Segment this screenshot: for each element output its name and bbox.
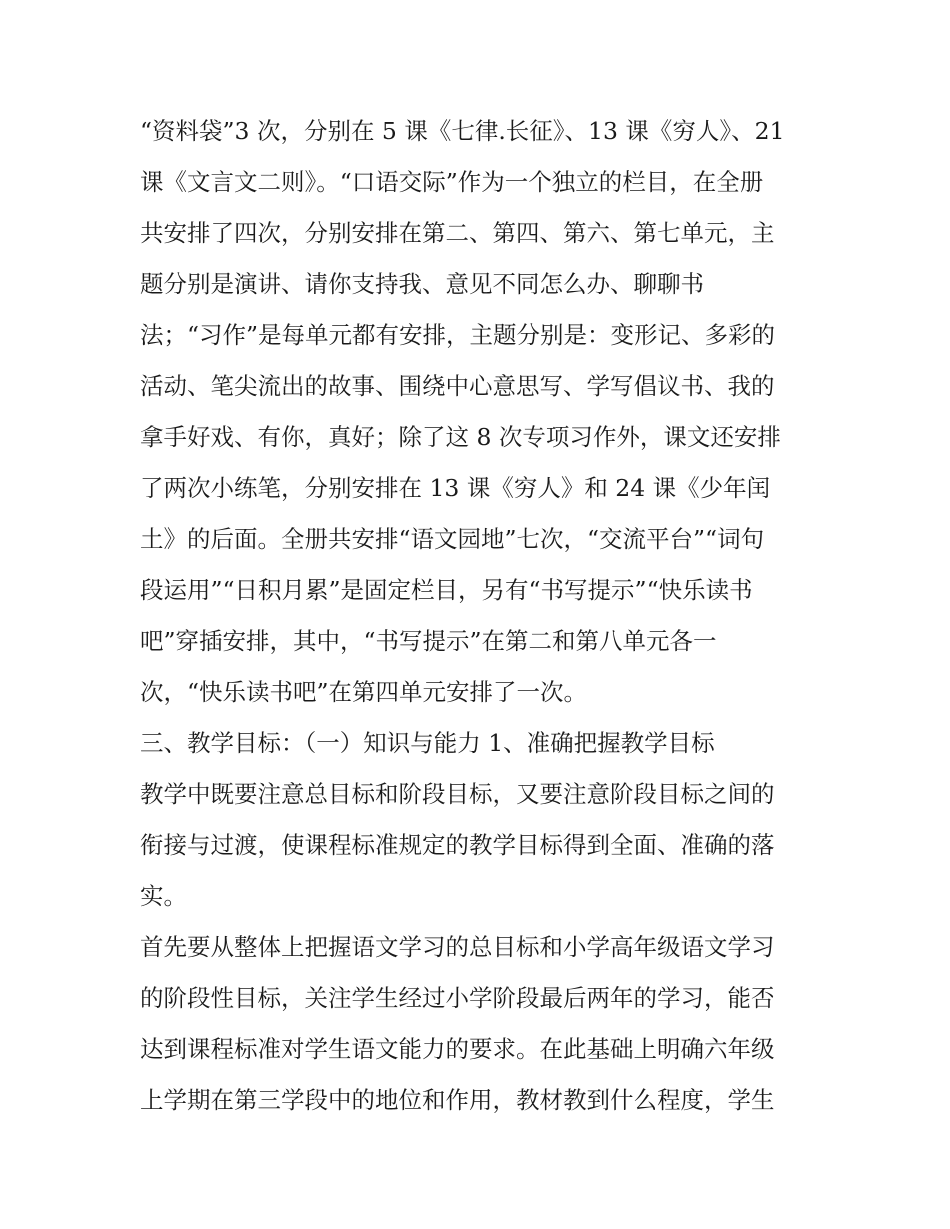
text-line: “资料袋”3 次，分别在 5 课《七律.长征》、13 课《穷人》、21 <box>140 117 785 145</box>
text-line: 实。 <box>140 882 187 910</box>
text-line: 了两次小练笔，分别安排在 13 课《穷人》和 24 课《少年闰 <box>140 474 771 502</box>
text-line: 题分别是演讲、请你支持我、意见不同怎么办、聊聊书 <box>140 270 704 298</box>
text-line: 课《文言文二则》。“口语交际”作为一个独立的栏目，在全册 <box>140 168 764 196</box>
document-body <box>140 106 830 1126</box>
text-line: 吧”穿插安排，其中，“书写提示”在第二和第八单元各一 <box>140 627 717 655</box>
text-line: 拿手好戏、有你，真好；除了这 8 次专项习作外，课文还安排 <box>140 423 781 451</box>
text-line: 段运用”“日积月累”是固定栏目，另有“书写提示”“快乐读书 <box>140 576 753 604</box>
text-line: 共安排了四次，分别安排在第二、第四、第六、第七单元，主 <box>140 219 775 247</box>
text-line: 的阶段性目标，关注学生经过小学阶段最后两年的学习，能否 <box>140 984 775 1012</box>
text-line: 衔接与过渡，使课程标准规定的教学目标得到全面、准确的落 <box>140 831 775 859</box>
text-line: 活动、笔尖流出的故事、围绕中心意思写、学写倡议书、我的 <box>140 372 775 400</box>
text-line: 次，“快乐读书吧”在第四单元安排了一次。 <box>140 678 588 706</box>
text-line: 上学期在第三学段中的地位和作用，教材教到什么程度，学生 <box>140 1086 775 1114</box>
text-line: 法；“习作”是每单元都有安排，主题分别是：变形记、多彩的 <box>140 321 776 349</box>
text-line: 教学中既要注意总目标和阶段目标，又要注意阶段目标之间的 <box>140 780 775 808</box>
section-heading-line: 三、教学目标：（一）知识与能力 1、准确把握教学目标 <box>140 729 715 757</box>
text-line: 首先要从整体上把握语文学习的总目标和小学高年级语文学习 <box>140 933 775 961</box>
text-line: 土》的后面。全册共安排“语文园地”七次，“交流平台”“词句 <box>140 525 765 553</box>
text-line: 达到课程标准对学生语文能力的要求。在此基础上明确六年级 <box>140 1035 775 1063</box>
